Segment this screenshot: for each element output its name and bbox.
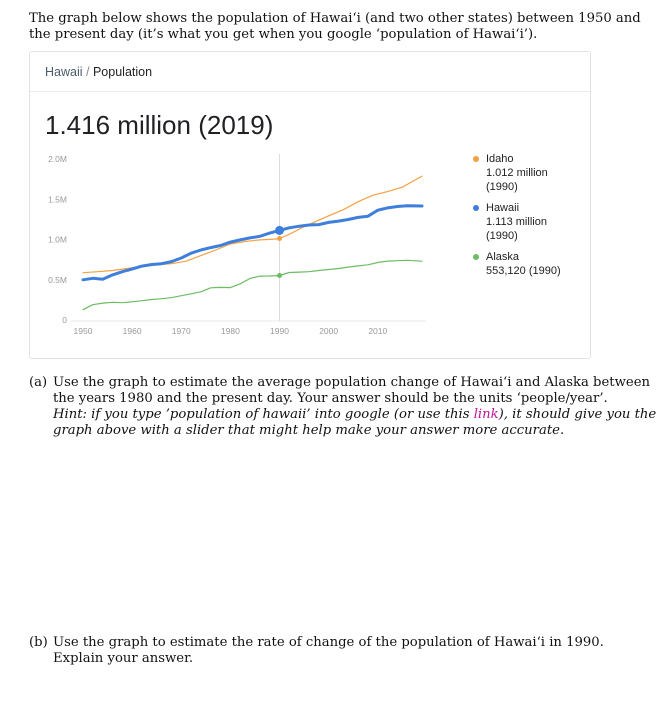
- legend-value-hawaii: 1.113 million: [486, 216, 547, 228]
- cursor-marker-idaho: [277, 236, 282, 241]
- cursor-marker-alaska: [277, 273, 282, 278]
- legend-name-alaska: Alaska: [486, 251, 520, 263]
- legend-dot-idaho: [473, 156, 479, 162]
- legend-dot-hawaii: [473, 205, 479, 211]
- legend-entry-hawaii: [473, 201, 588, 243]
- x-tick-label: 1980: [220, 326, 240, 336]
- legend-year-idaho: (1990): [486, 181, 518, 193]
- x-tick-label: 1970: [171, 326, 191, 336]
- question-a-hint: [53, 407, 657, 439]
- legend-dot-alaska: [473, 254, 479, 260]
- breadcrumb-place[interactable]: Hawaii: [45, 65, 83, 79]
- legend-name-hawaii: Hawaii: [486, 202, 520, 214]
- breadcrumb-separator: /: [86, 65, 90, 79]
- series-line-idaho: [83, 176, 422, 273]
- intro-paragraph: The graph below shows the population of Hawai‘i (and two other states) between 1950 and the present day (it’s what you get when you google ‘population of Hawai‘i’).: [29, 11, 641, 42]
- legend-value-alaska: 553,120 (1990): [486, 265, 561, 277]
- legend-year-hawaii: (1990): [486, 230, 518, 242]
- y-tick-label: 2.0M: [48, 154, 67, 164]
- series-line-hawaii: [83, 206, 422, 280]
- x-tick-label: 1950: [73, 326, 93, 336]
- cursor-marker-hawaii: [275, 226, 284, 235]
- y-tick-label: 1.5M: [48, 194, 67, 205]
- breadcrumb-topic: Population: [92, 65, 153, 79]
- legend-value-idaho: 1.012 million: [486, 167, 548, 179]
- x-tick-label: 1990: [270, 326, 289, 336]
- population-card: [29, 51, 591, 359]
- legend-entry-idaho: [473, 152, 588, 194]
- legend-entry-alaska: [473, 250, 588, 278]
- question-b: [29, 635, 657, 667]
- question-a: [29, 375, 657, 439]
- x-tick-label: 2010: [368, 326, 388, 336]
- hint-text-start: Hint: if you type ’population of hawaii’ into google (or use this: [53, 407, 474, 422]
- legend-name-idaho: Idaho: [486, 153, 514, 165]
- question-a-text: Use the graph to estimate the average population change of Hawai‘i and Alaska between the years 1980 and the present day. Your answer should be the units ‘people/year’.: [53, 375, 650, 406]
- question-a-label: (a): [29, 375, 48, 390]
- x-tick-label: 1960: [122, 326, 142, 336]
- hint-text-end: ), it should give you the graph above with a slider that might help make your answer more accurate.: [53, 407, 657, 438]
- question-b-label: (b): [29, 635, 48, 650]
- question-b-text: Use the graph to estimate the rate of change of the population of Hawai‘i in 1990. Explain your answer.: [53, 635, 604, 666]
- x-tick-label: 2000: [319, 326, 339, 336]
- y-tick-label: 0.5M: [48, 274, 67, 285]
- y-tick-label: 1.0M: [48, 234, 67, 245]
- hint-link[interactable]: link: [473, 407, 499, 422]
- y-tick-label: 0: [62, 315, 67, 325]
- chart-legend: [473, 152, 588, 285]
- headline-population: 1.416 million (2019): [45, 110, 274, 140]
